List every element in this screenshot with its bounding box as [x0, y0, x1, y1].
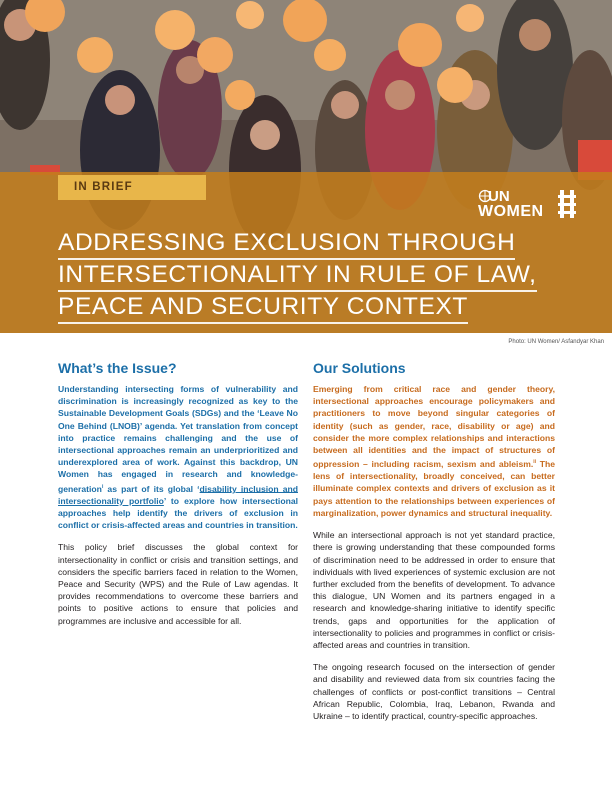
issue-column	[58, 360, 298, 637]
logo-line-women: WOMEN	[478, 203, 544, 220]
footnote-marker-ii: ii	[533, 459, 537, 466]
logo-line-un: UN	[488, 188, 510, 205]
title-line-2: INTERSECTIONALITY IN RULE OF LAW,	[58, 260, 537, 292]
solutions-intro-text: Emerging from critical race and gender theory, intersectional approaches encourage policymakers and practitioners to move beyond singular categories of identity (such as gender, race, disability or age) and consider the more complex relationships and interactions between all identities and the impact of structures of oppression – including racism, sexism and ableism.	[313, 384, 555, 470]
solutions-paragraph-3: The ongoing research focused on the intersection of gender and disability and reviewed data from six countries facing the challenges of conflicts or post-conflict transitions – Central African Republic, Colombia, Iraq, Lebanon, Rwanda and Ukraine – to identify practical, country-specific approaches.	[313, 662, 555, 721]
issue-intro-mid: as part of its global ‘	[103, 483, 200, 494]
portfolio-link[interactable]: disability inclusion and intersectionality portfolio	[58, 483, 298, 506]
title-line-3: PEACE AND SECURITY CONTEXT	[58, 292, 468, 324]
solutions-heading: Our Solutions	[313, 360, 406, 376]
solutions-intro-end: The lens of intersectionality, broadly conceived, can better illuminate complex contexts and drivers of exclusion as it pays attention to the relationships between experiences of marginalization, power dynamics and structural inequality.	[313, 459, 556, 518]
issue-intro-end: ’ to explore how intersectional approaches help identify the drivers of exclusion in conflict or crisis-affected areas and countries in transition.	[58, 495, 298, 531]
issue-intro-text: Understanding intersecting forms of vulnerability and discrimination is increasingly recognized as key to the Sustainable Development Goals (SDGs) and the ‘Leave No One Behind (LNOB)’ agenda. Yet translation from concept into practice remains challenging and the use of intersectional approaches remain an underprioritized and underexplored area of work. Against this backdrop, UN Women has engaged in research and knowledge-generation	[58, 384, 298, 494]
solutions-intro-paragraph	[313, 383, 555, 519]
title-line-1: ADDRESSING EXCLUSION THROUGH	[58, 228, 515, 260]
un-women-symbol-icon	[558, 189, 576, 219]
issue-paragraph-2: This policy brief discusses the global context for intersectionality in conflict or crisis and transition settings, and considers the specific barriers faced in relation to the Women, Peace and Security (WPS) and the Rule of Law agendas. It provides recommendations to overcome these barriers and points to positive actions to ensure that policies and programmes are inclusive and accessible for all.	[58, 542, 298, 626]
solutions-paragraph-2: While an intersectional approach is not yet standard practice, there is growing understanding that these compounded forms of discrimination need to be addressed in order to ensure that individuals with lived experiences of systemic exclusion are not further excluded from the benefits of development. To advance this dialogue, UN Women and its partners engaged in a research and knowledge-sharing initiative to identify specific trends, gaps and opportunities for the application of intersectionality to policies and programmes in conflict or crisis-affected areas and countries in transition.	[313, 530, 555, 650]
un-globe-icon	[478, 189, 492, 203]
footnote-marker-i: i	[101, 483, 104, 490]
issue-heading: What’s the Issue?	[58, 360, 177, 376]
photo-credit: Photo: UN Women/ Asfandyar Khan	[508, 339, 604, 345]
solutions-column	[313, 360, 555, 732]
in-brief-label: IN BRIEF	[74, 181, 133, 193]
issue-intro-paragraph	[58, 383, 298, 531]
page-title	[58, 228, 598, 324]
